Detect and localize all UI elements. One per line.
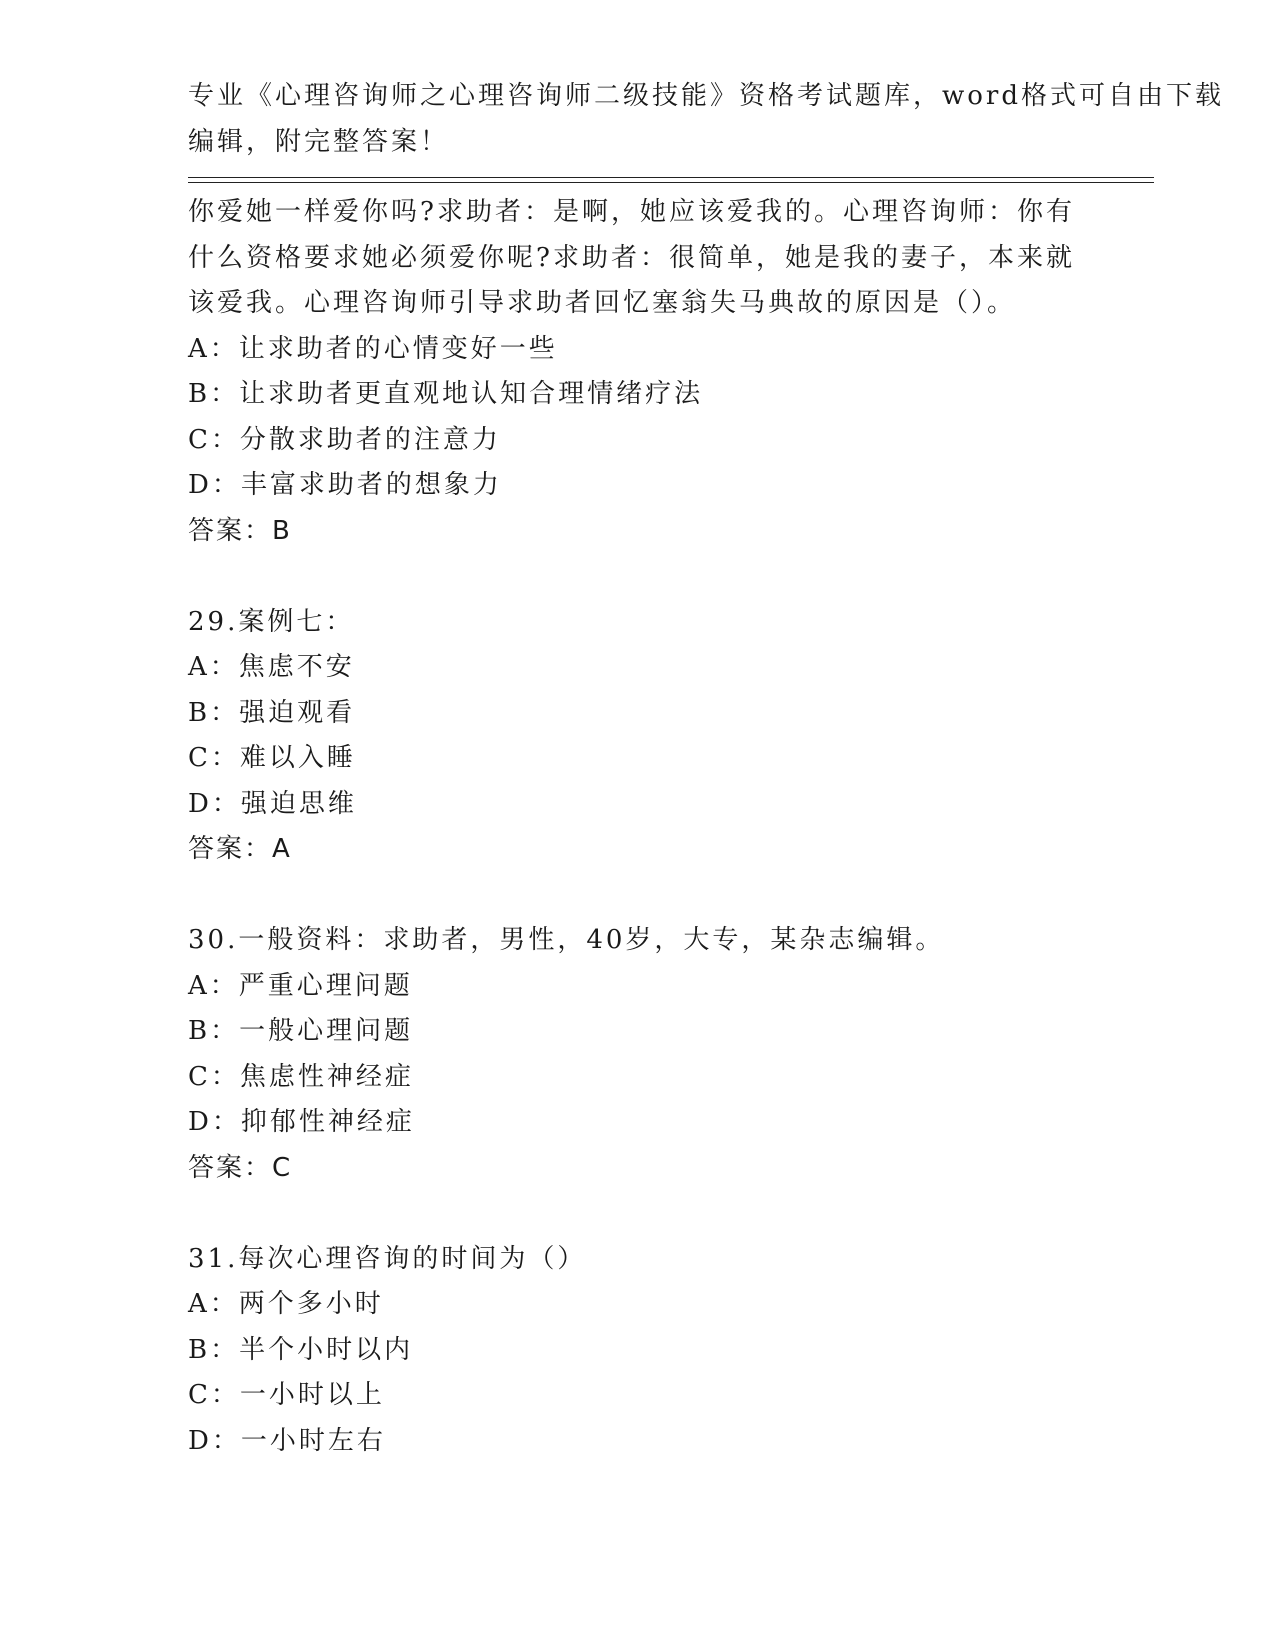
answer-label: 答案：B bbox=[188, 515, 292, 546]
question-stem-line: 30.一般资料：求助者，男性，40岁，大专，某杂志编辑。 bbox=[188, 925, 945, 955]
option-d: D：强迫思维 bbox=[188, 788, 357, 819]
option-a: A：两个多小时 bbox=[188, 1289, 384, 1319]
option-a: A：焦虑不安 bbox=[188, 652, 355, 682]
option-c: C：分散求助者的注意力 bbox=[188, 424, 501, 455]
option-d: D：抑郁性神经症 bbox=[188, 1107, 415, 1137]
answer-label: 答案：A bbox=[188, 834, 292, 864]
header-line-1: 专业《心理咨询师之心理咨询师二级技能》资格考试题库，word格式可自由下载 bbox=[188, 81, 1224, 111]
question-stem-line: 该爱我。心理咨询师引导求助者回忆塞翁失马典故的原因是（）。 bbox=[188, 288, 1017, 318]
option-c: C：难以入睡 bbox=[188, 743, 356, 773]
header-line-2: 编辑，附完整答案！ bbox=[188, 126, 450, 157]
question-29 bbox=[188, 600, 1088, 873]
option-d: D：丰富求助者的想象力 bbox=[188, 470, 502, 500]
option-c: C：一小时以上 bbox=[188, 1380, 385, 1410]
spacer bbox=[188, 1191, 1088, 1237]
answer-label: 答案：C bbox=[188, 1152, 293, 1183]
question-31 bbox=[188, 1237, 1088, 1465]
question-30 bbox=[188, 918, 1088, 1191]
question-stem-line: 31.每次心理咨询的时间为（） bbox=[188, 1243, 587, 1274]
option-b: B：强迫观看 bbox=[188, 697, 356, 728]
question-stem-line: 你爱她一样爱你吗?求助者：是啊，她应该爱我的。心理咨询师：你有 bbox=[188, 197, 1075, 227]
option-b: B：让求助者更直观地认知合理情绪疗法 bbox=[188, 379, 704, 409]
option-b: B：半个小时以内 bbox=[188, 1334, 414, 1365]
option-b: B：一般心理问题 bbox=[188, 1016, 414, 1046]
question-list bbox=[188, 190, 1088, 1464]
option-a: A：严重心理问题 bbox=[188, 970, 413, 1001]
option-c: C：焦虑性神经症 bbox=[188, 1061, 414, 1092]
question-stem-line: 29.案例七： bbox=[188, 606, 355, 637]
question-28-continued bbox=[188, 190, 1088, 554]
header-rule-bottom bbox=[188, 182, 1154, 183]
question-stem-line: 什么资格要求她必须爱你呢?求助者：很简单，她是我的妻子，本来就 bbox=[188, 242, 1075, 273]
document-header bbox=[188, 74, 1224, 165]
header-rule-top bbox=[188, 177, 1154, 178]
spacer bbox=[188, 873, 1088, 919]
option-d: D：一小时左右 bbox=[188, 1425, 386, 1456]
spacer bbox=[188, 554, 1088, 600]
option-a: A：让求助者的心情变好一些 bbox=[188, 333, 558, 364]
